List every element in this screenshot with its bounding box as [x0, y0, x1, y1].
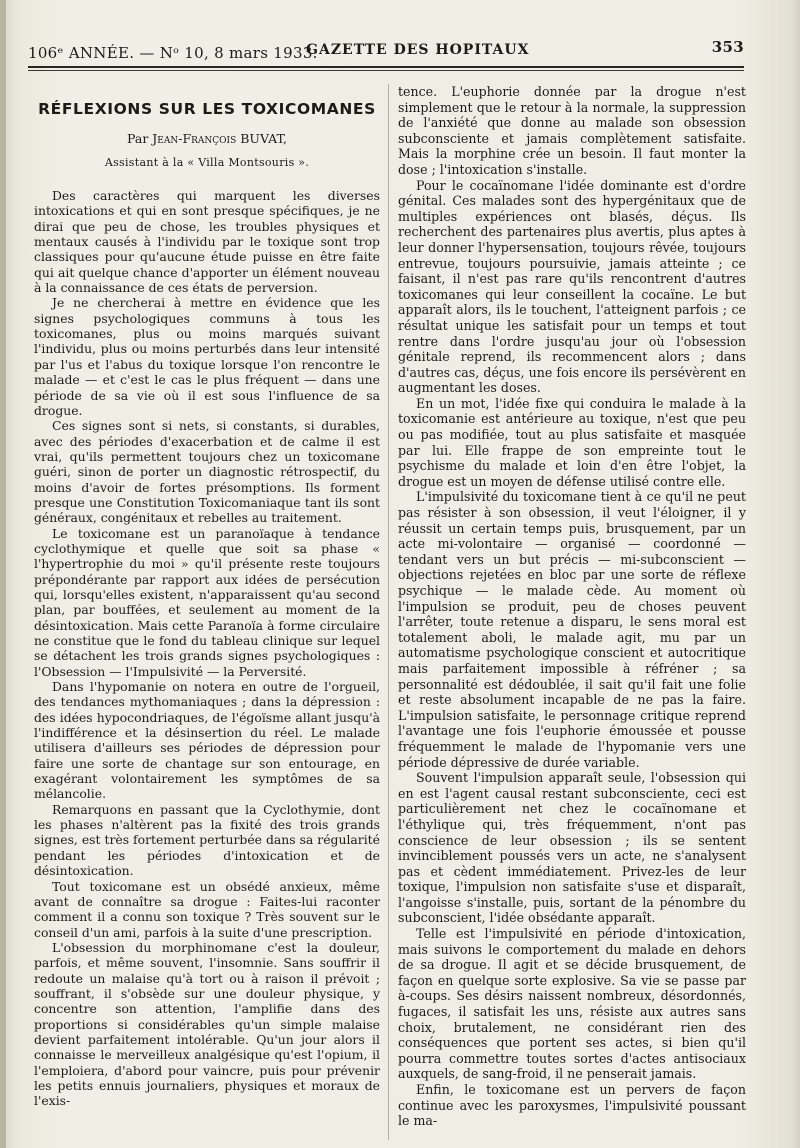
right-column	[398, 84, 746, 1129]
author-prefix: Par	[127, 131, 149, 147]
paragraph: Le toxicomane est un paranoïaque à tendance cyclothymique et quelle que soit sa phase « l'hypertrophie du moi » qu'il présente reste toujours prépondérante par rapport aux idées de persécution qui, lorsqu'elles existent, n'apparaissent qu'au second plan, par bouffées, et seulement au moment de la désintoxication. Mais cette Paranoïa à forme circulaire ne constitue que le fond du tableau clinique sur lequel se détachent les trois grands signes psychologiques : l'Obsession — l'Impulsivité — la Perversité.	[34, 525, 380, 679]
article-title: RÉFLEXIONS SUR LES TOXICOMANES	[38, 100, 376, 118]
article-author	[34, 131, 380, 146]
page-spine-shadow	[0, 0, 6, 1148]
paragraph: Souvent l'impulsion apparaît seule, l'obsession qui en est l'agent causal restant subconsciente, ceci est particulièrement net chez le cocaïnomane et l'éthylique qui, très fréquemment, n'ont pas conscience de leur obsession ; ils se sentent invinciblement poussés vers un acte, ne s'analysent pas et cèdent immédiatement. Privez-les de leur toxique, l'impulsion non satisfaite s'use et disparaît, l'angoisse s'installe, puis, sortant de la pénombre du subconscient, l'idée obsédante apparaît.	[398, 770, 746, 926]
issue-info: 106ᵉ ANNÉE. — Nᵒ 10, 8 mars 1933.	[28, 44, 318, 62]
left-column	[34, 84, 380, 1109]
page-number: 353	[711, 38, 744, 56]
author-role: Assistant à la « Villa Montsouris ».	[104, 155, 310, 169]
header-rule-thin	[28, 70, 744, 71]
paragraph: Remarquons en passant que la Cyclothymie, dont les phases n'altèrent pas la fixité des trois grands signes, est très fortement perturbée dans sa régularité pendant les périodes d'intoxication et de désintoxication.	[34, 801, 380, 879]
paragraph: Enfin, le toxicomane est un pervers de façon continue avec les paroxysmes, l'impulsivité poussant le ma-	[398, 1082, 746, 1129]
paragraph: tence. L'euphorie donnée par la drogue n'est simplement que le retour à la normale, la suppression de l'anxiété que donne au malade son obsession subconsciente et jamais complètement satisfaite. Mais la morphine crée un besoin. Il faut monter la dose ; l'intoxication s'installe.	[398, 84, 746, 177]
paragraph: L'obsession du morphinomane c'est la douleur, parfois, et même souvent, l'insomnie. Sans souffrir il redoute un malaise qu'à tort ou à raison il prévoit ; souffrant, il s'obsède sur une douleur physique, y concentre son attention, l'amplifie dans des proportions si considérables qu'un simple malaise devient parfaitement intolérable. Qu'un jour alors il connaisse le merveilleux analgésique qu'est l'opium, il l'emploiera, d'abord pour vaincre, puis pour prévenir les petits ennuis journaliers, physiques et moraux de l'exis-	[34, 939, 380, 1109]
paragraph: Pour le cocaïnomane l'idée dominante est d'ordre génital. Ces malades sont des hypergénitaux que de multiples expériences ont blasés, déçus. Ils recherchent des partenaires plus avertis, plus aptes à leur donner l'hypersensation, toujours rêvée, toujours entrevue, toujours poursuivie, jamais atteinte ; ce faisant, il n'est pas rare qu'ils rencontrent d'autres toxicomanes qui leur conseillent la cocaïne. Le but apparaît alors, ils le touchent, l'atteignent parfois ; ce résultat unique les satisfait pour un temps et tout rentre dans l'ordre jusqu'au jour où l'obsession génitale reprend, ils recommencent alors ; dans d'autres cas, déçus, une fois encore ils persévèrent en augmentant les doses.	[398, 177, 746, 396]
paragraph: Dans l'hypomanie on notera en outre de l'orgueil, des tendances mythomaniaques ; dans la dépression : des idées hypocondriaques, de l'égoïsme allant jusqu'à l'indifférence et la désinsertion du réel. Le malade utilisera d'ailleurs ses périodes de dépression pour faire une sorte de chantage sur son entourage, en exagérant volontairement les symptômes de sa mélancolie.	[34, 679, 380, 802]
paragraph: En un mot, l'idée fixe qui conduira le malade à la toxicomanie est antérieure au toxique, n'est que peu ou pas modifiée, tout au plus satisfaite et masquée par lui. Elle frappe de son empreinte tout le psychisme du malade et loin d'en être l'objet, la drogue est un moyen de défense utilisé contre elle.	[398, 395, 746, 489]
paragraph: Ces signes sont si nets, si constants, si durables, avec des périodes d'exacerbation et de calme il est vrai, qu'ils permettent toujours chez un toxicomane guéri, sinon de porter un diagnostic rétrospectif, du moins d'avoir de fortes présomptions. Ils forment presque une Constitution Toxicomaniaque tant ils sont généraux, congénitaux et rebelles au traitement.	[34, 418, 380, 526]
right-column-body	[398, 84, 746, 1129]
header-rule-thick	[28, 66, 744, 68]
paragraph: L'impulsivité du toxicomane tient à ce qu'il ne peut pas résister à son obsession, il veut l'éloigner, il y réussit un certain temps puis, brusquement, par un acte mi-volontaire — organisé — coordonné — tendant vers un but précis — mi-subconscient — objections rejetées en bloc par une sorte de réflexe psychique — le malade cède. Au moment où l'impulsion se produit, peu de choses peuvent l'arrêter, toute retenue a disparu, le sens moral est totalement aboli, le malade agit, mu par un automatisme psychologique conscient et autocritique mais parfaitement impossible à réfréner ; sa personnalité est dédoublée, il sait qu'il fait une folie et reste absolument incapable de ne pas la faire. L'impulsion satisfaite, le personnage critique reprend l'avantage une fois l'euphorie émoussée et pousse fréquemment le malade de l'hypomanie vers une période dépressive de durée variable.	[398, 489, 746, 770]
author-name: Jean-François BUVAT,	[152, 131, 287, 147]
paragraph: Je ne chercherai à mettre en évidence que les signes psychologiques communs à tous les toxicomanes, plus ou moins marqués suivant l'individu, plus ou moins perturbés dans leur intensité par l'us et l'abus du toxique lorsque l'on rencontre le malade — et c'est le cas le plus fréquent — dans une période de sa vie où il est sous l'influence de sa drogue.	[34, 295, 380, 418]
journal-title: GAZETTE DES HOPITAUX	[306, 42, 530, 58]
paragraph: Tout toxicomane est un obsédé anxieux, même avant de connaître sa drogue : Faites-lui raconter comment il a connu son toxique ? Très souvent sur le conseil d'un ami, parfois à la suite d'une prescription.	[34, 878, 380, 940]
left-column-body	[34, 188, 380, 1109]
column-divider	[388, 84, 389, 1140]
paragraph: Des caractères qui marquent les diverses intoxications et qui en sont presque spécifiques, je ne dirai que peu de chose, les troubles physiques et mentaux causés à l'individu par le toxique sont trop classiques pour qu'aucune étude puisse en être faite qui ait quelque chance d'apporter un élément nouveau à la connaissance de ces états de perversion.	[34, 188, 380, 296]
paragraph: Telle est l'impulsivité en période d'intoxication, mais suivons le comportement du malade en dehors de sa drogue. Il agit et se décide brusquement, de façon en quelque sorte explosive. Sa vie se passe par à-coups. Ses désirs naissent nombreux, désordonnés, fugaces, il satisfait les uns, résiste aux autres sans choix, brutalement, ne considérant rien des conséquences que portent ses actes, si bien qu'il pourra commettre toutes sortes d'actes antisociaux auxquels, de sang-froid, il ne penserait jamais.	[398, 926, 746, 1082]
page-header	[28, 38, 744, 66]
